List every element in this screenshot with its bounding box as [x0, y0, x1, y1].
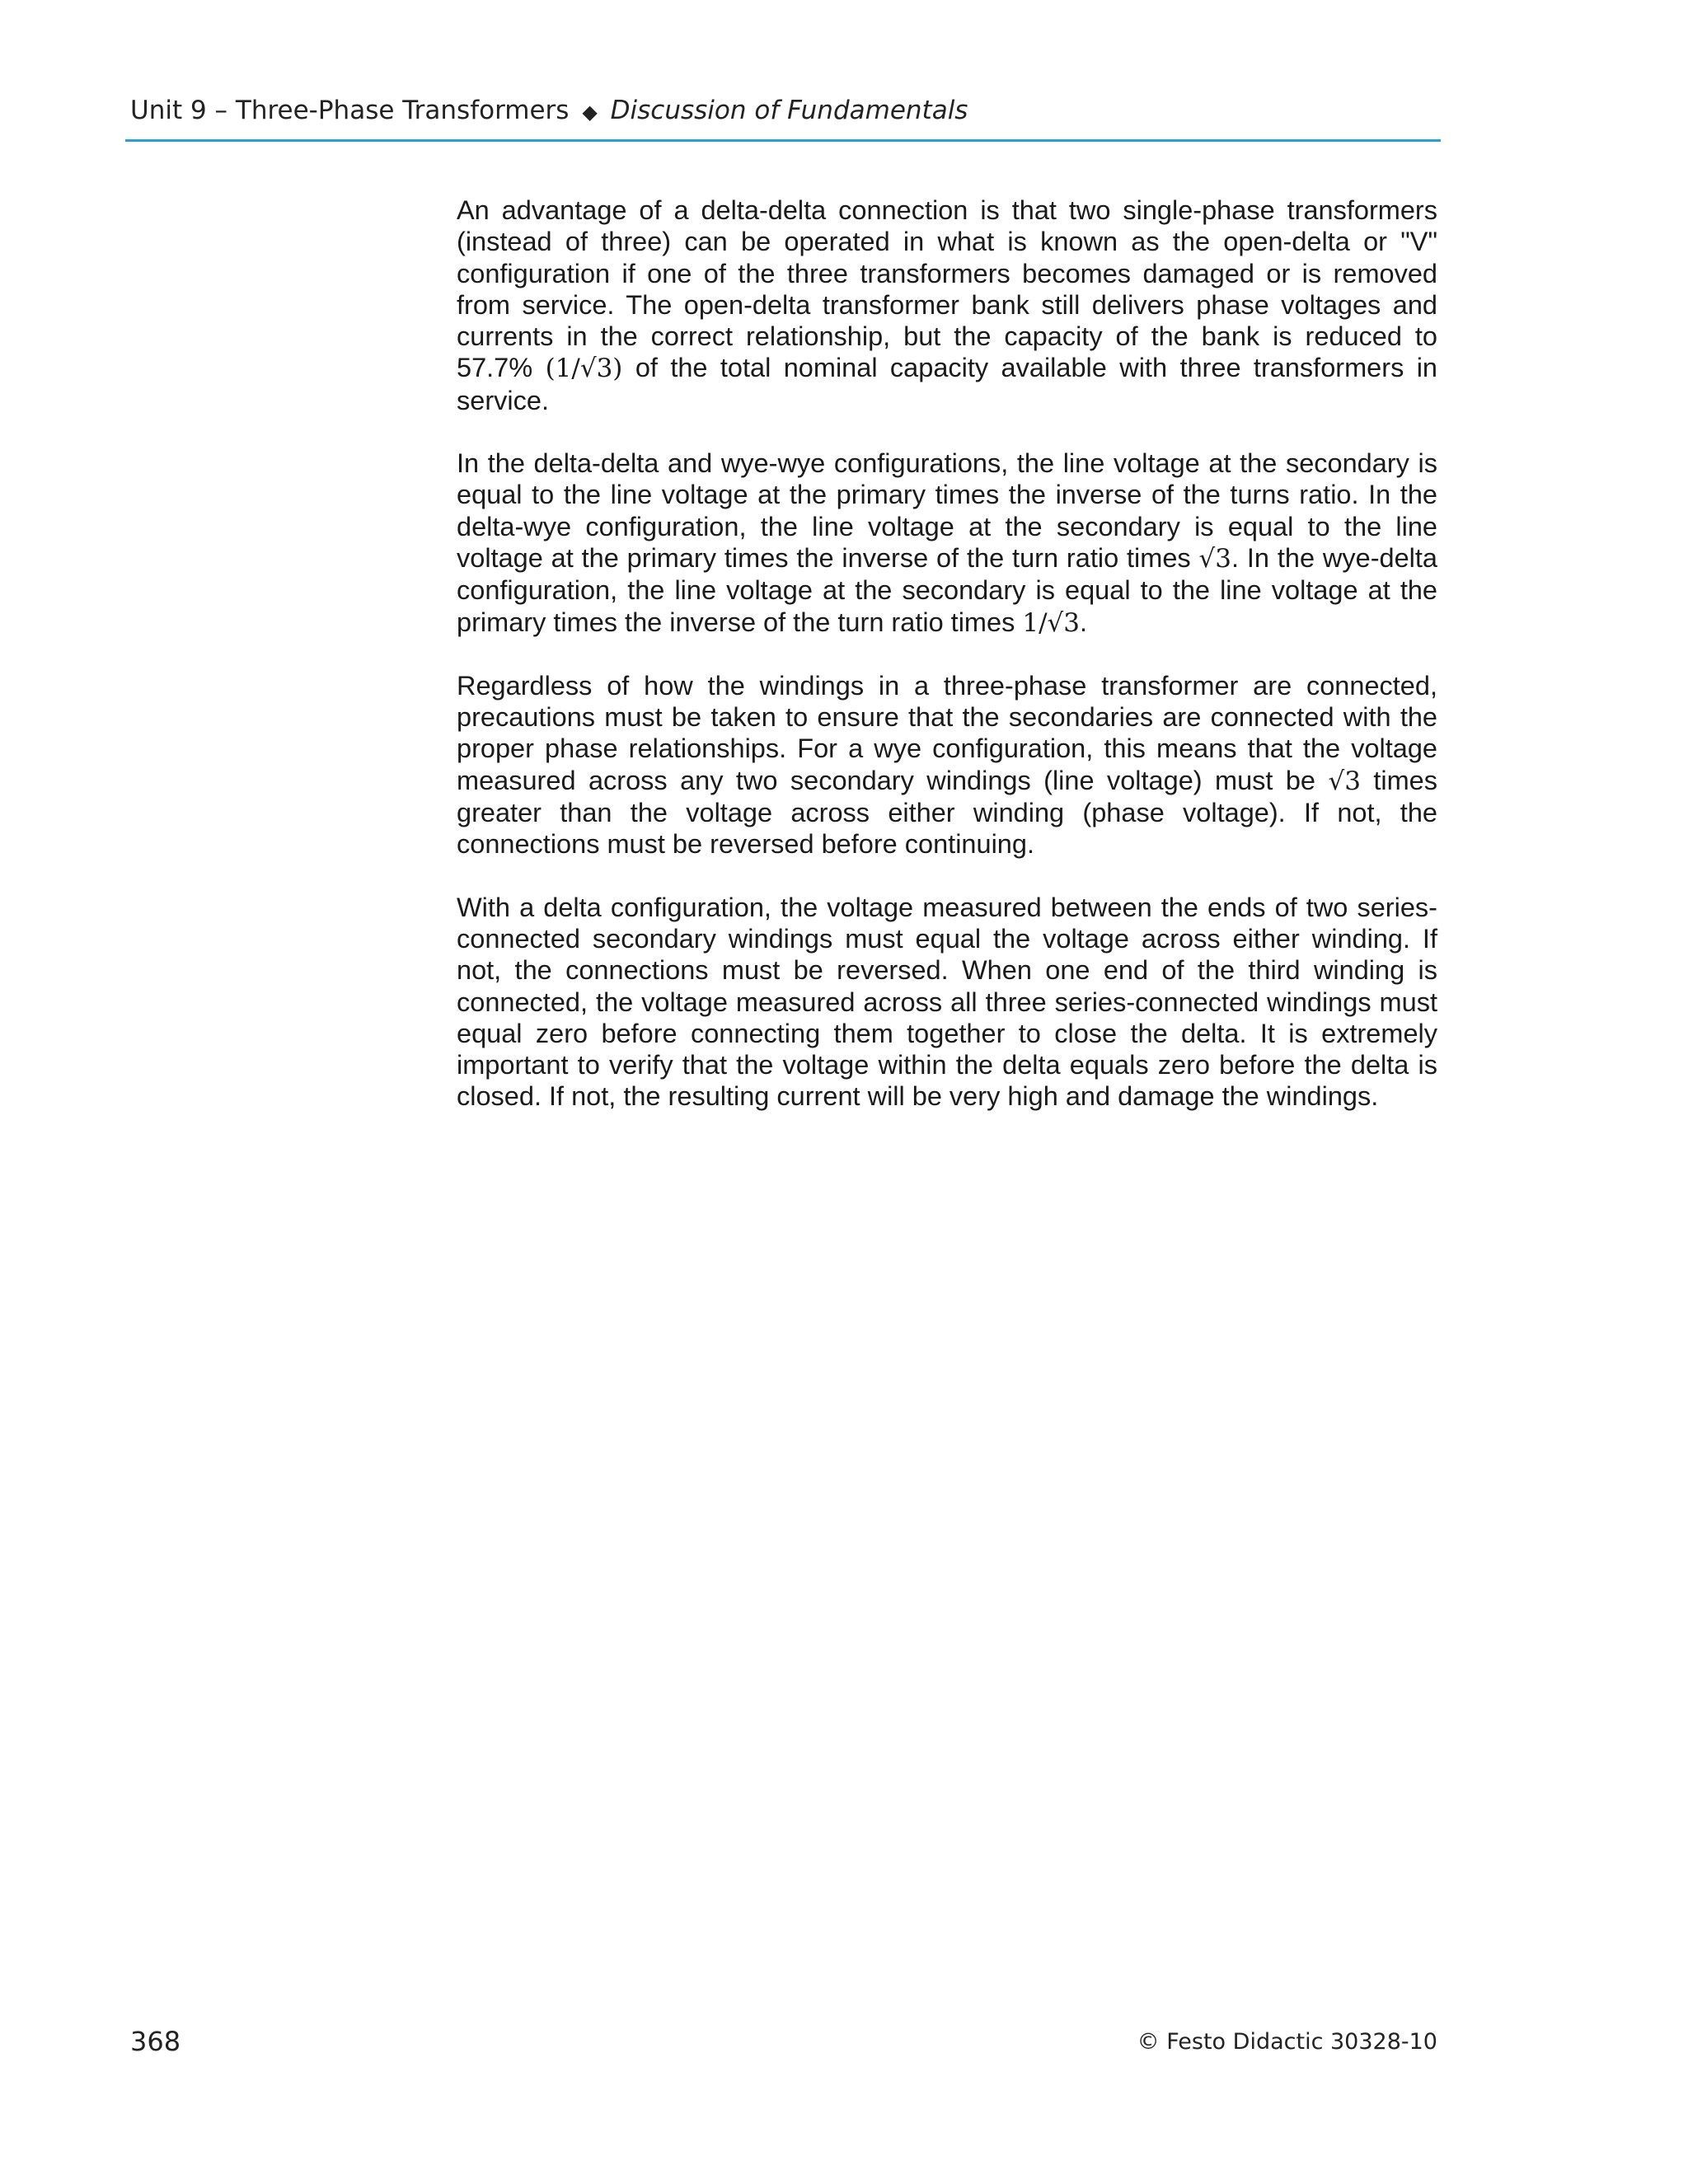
paragraph-text: . — [1080, 607, 1088, 637]
paragraph-text: An advantage of a delta-delta connection is that two single-phase transformers (instead of three) can be operated in what is known as the open-delta or "V" configuration if one of the three transformers becomes damaged or is removed from service. The open-delta transformer bank still delivers phase voltages and currents in the correct relationship, but the capacity of the bank is reduced to 57.7% — [457, 195, 1437, 383]
paragraph-text: In the delta-delta and wye-wye configurations, the line voltage at the secondary is equal to the line voltage at the primary times the inverse of the turns ratio. In the delta-wye configuration, the line voltage at the secondary is equal to the line voltage at the primary times the inverse of the turn ratio times — [457, 448, 1437, 573]
page-number: 368 — [130, 2026, 181, 2057]
paragraph-delta-configuration: With a delta configuration, the voltage measured between the ends of two series-connected secondary windings must equal the voltage across either winding. If not, the connections must be reversed. When one end of the third winding is connected, the voltage measured across all three series-connected windings must equal zero before connecting them together to close the delta. It is extremely important to verify that the voltage within the delta equals zero before the delta is closed. If not, the resulting current will be very high and damage the windings. — [457, 892, 1437, 1112]
running-header — [130, 96, 968, 125]
footer-copyright: © Festo Didactic 30328-10 — [1137, 2029, 1437, 2055]
math-expression: 1/√3 — [1022, 607, 1081, 638]
paragraph-line-voltage — [457, 448, 1437, 639]
paragraph-text: of the total nominal capacity available with three transformers in service. — [457, 353, 1438, 415]
paragraph-text: Regardless of how the windings in a three-phase transformer are connected, precautions must be taken to ensure that the secondaries are connected with the proper phase relationships. For a wye configuration, this means that the voltage measured across any two secondary windings (line voltage) must be — [457, 670, 1437, 795]
math-expression: √3 — [1198, 543, 1232, 574]
header-rule — [125, 139, 1441, 142]
paragraph-wye-precautions — [457, 670, 1437, 860]
body-text — [457, 194, 1437, 1144]
math-expression: (1/√3) — [545, 354, 623, 384]
paragraph-open-delta — [457, 194, 1437, 416]
header-section-title: Discussion of Fundamentals — [610, 96, 968, 125]
paragraph-text: . In the wye-delta configuration, the line voltage at the secondary is equal to the line voltage at the primary times the inverse of the turn ratio times — [457, 542, 1438, 637]
paragraph-text: times greater than the voltage across either winding (phase voltage). If not, the connections must be reversed before continuing. — [457, 765, 1437, 860]
math-expression: √3 — [1328, 766, 1361, 796]
header-unit-title: Unit 9 – Three-Phase Transformers — [130, 96, 570, 125]
diamond-separator-icon: ◆ — [582, 101, 598, 124]
